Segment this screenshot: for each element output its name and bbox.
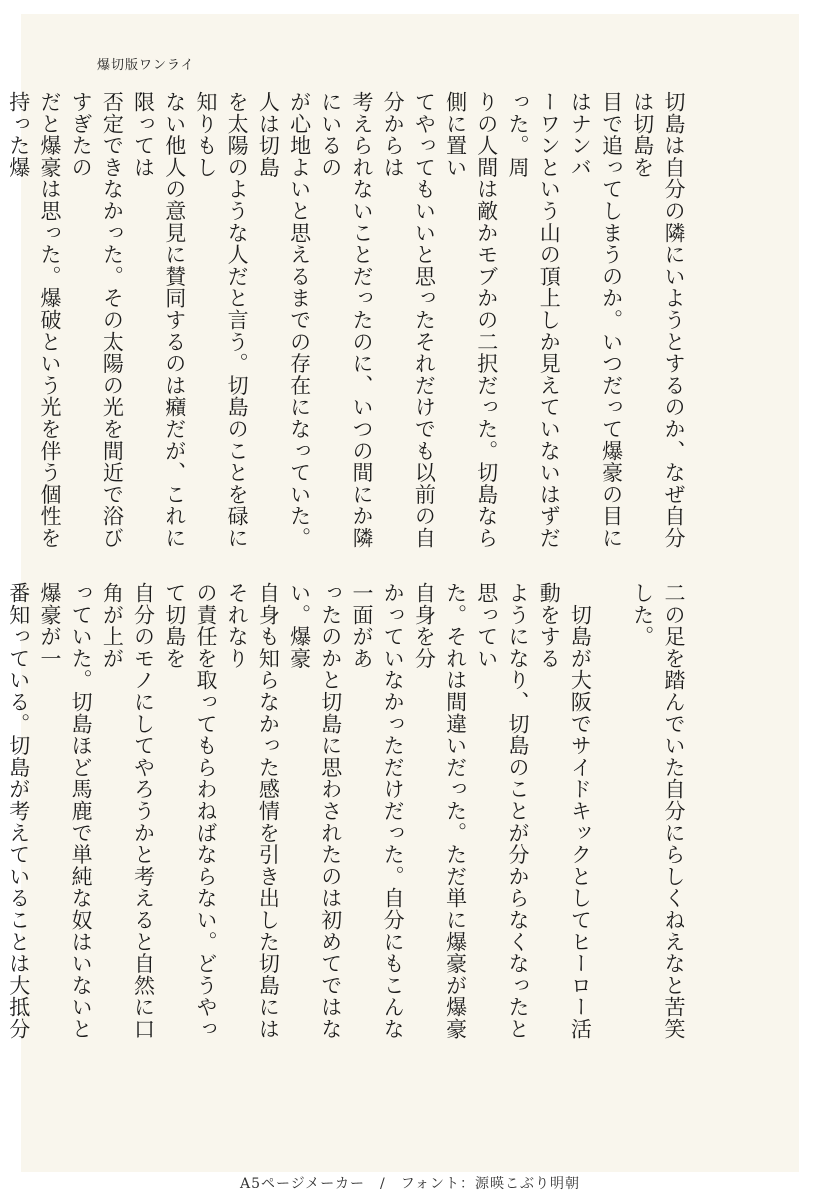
upper-text-block: 切島は自分の隣にいようとするのか、なぜ自分は切島を 目で追ってしまうのか。いつだって爆豪の目にはナンバ ーワンという山の頂上しか見えていないはずだった。周 りの人間は敵かモブかの二択だった。切島なら側に置い てやってもいいと思ったそれだけでも以前の自分からは 考えられないことだったのに、いつの間にか隣にいるの が心地よいと思えるまでの存在になっていた。人は切島 を太陽のような人だと言う。切島のことを碌に知りもし ない他人の意見に賛同するのは癪だが、これに限っては 否定できなかった。その太陽の光を間近で浴びすぎたの だと爆豪は思った。爆破という光を伴う個性を持った爆: [6, 91, 686, 549]
page-header-title: 爆切版ワンライ: [97, 58, 195, 73]
footer-credit: A5ページメーカー / フォント：源暎こぶり明朝: [239, 1176, 581, 1192]
lower-text-block: 二の足を踏んでいた自分にらしくねえなと苦笑した。 切島が大阪でサイドキックとしてヒーロー活動をする ようになり、切島のことが分からなくなったと思ってい た。それは間違いだった。ただ単に爆豪が爆豪自身を分 かっていなかっただけだった。自分にもこんな一面があ ったのかと切島に思わされたのは初めてではない。爆豪 自身も知らなかった感情を引き出した切島にはそれなり の責任を取ってもらわねばならない。どうやって切島を 自分のモノにしてやろうかと考えると自然に口角が上が っていた。切島ほど馬鹿で単純な奴はいないと爆豪が一 番知っている。切島が考えていることは大抵分: [6, 582, 686, 1040]
